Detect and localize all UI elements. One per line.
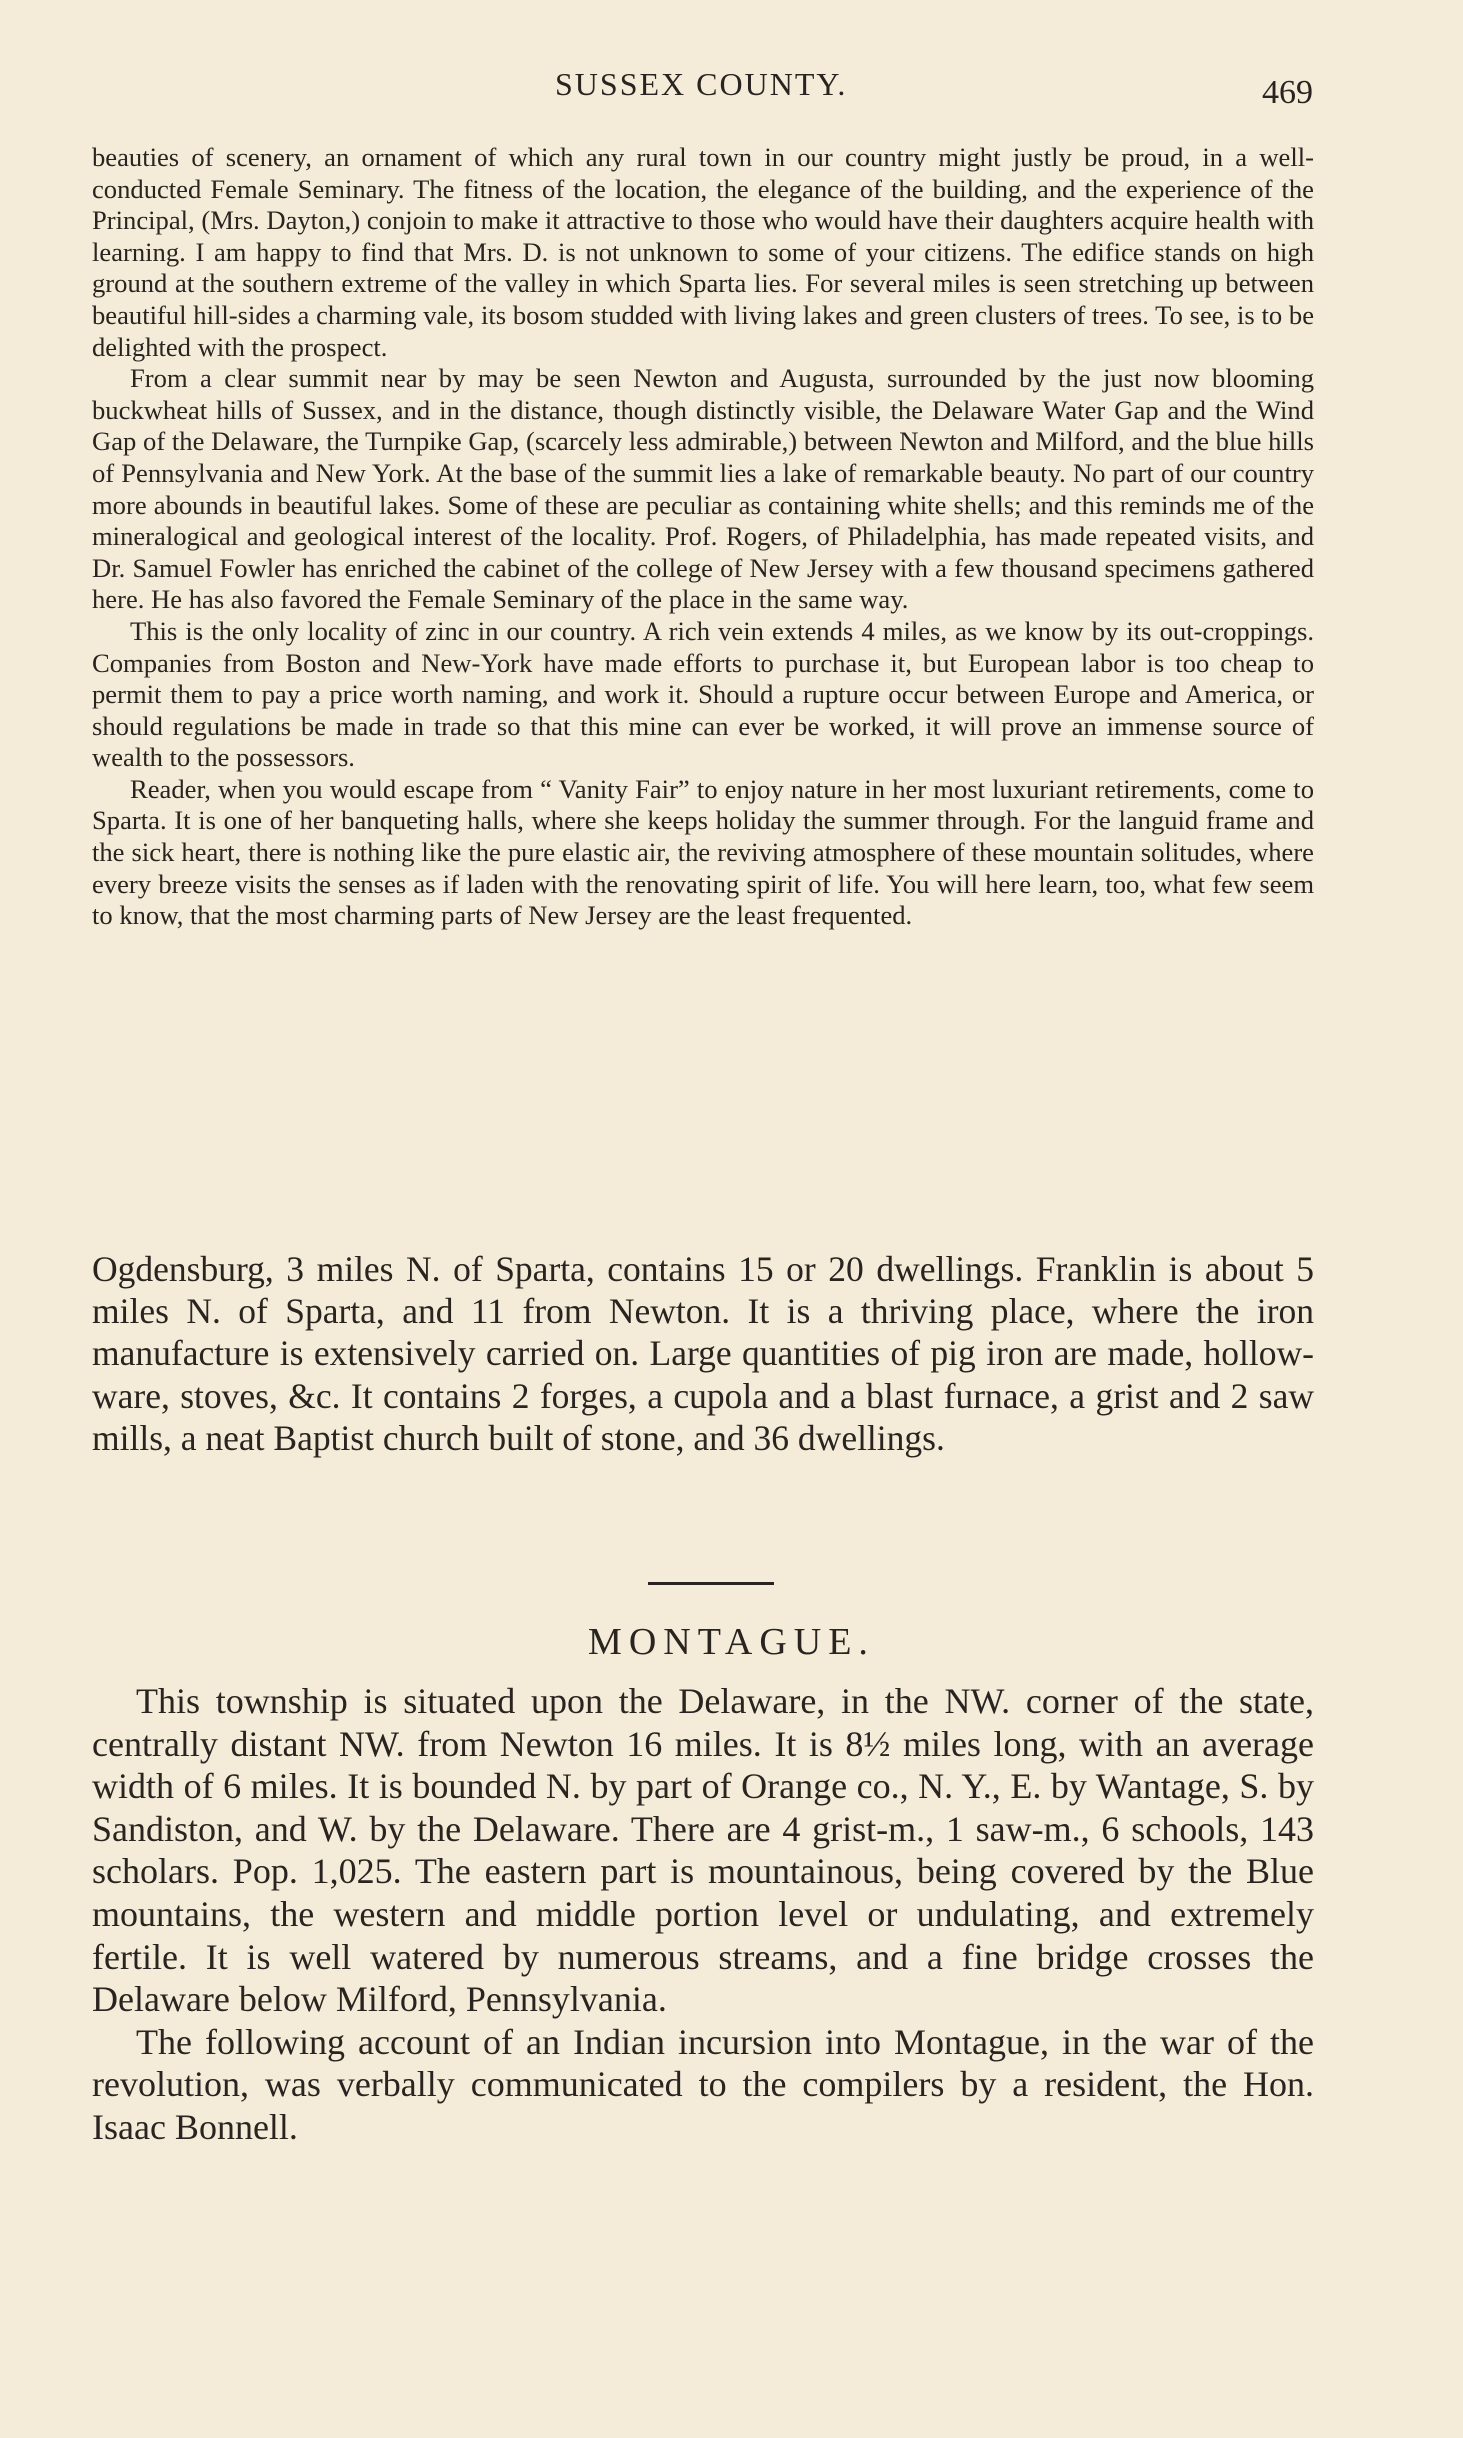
paragraph: Reader, when you would escape from “ Vanity Fair” to enjoy nature in her most luxuriant retirements, come to Sparta. It is one of her banqueting halls, where she keeps holiday the summer through. For the languid frame and the sick heart, there is nothing like the pure elastic air, the reviving atmosphere of these mountain solitudes, where every breeze visits the senses as if laden with the renovating spirit of life. You will here learn, too, what few seem to know, that the most charming parts of New Jersey are the least frequented. [92,773,1314,931]
paragraph: This is the only locality of zinc in our country. A rich vein extends 4 miles, as we know by its out-croppings. Companies from Boston and New-York have made efforts to purchase it, but European labor is too cheap to permit them to pay a price worth naming, and work it. Should a rupture occur between Europe and America, or should regulations be made in trade so that this mine can ever be worked, it will prove an immense source of wealth to the possessors. [92,615,1314,773]
section-divider [648,1582,774,1585]
montague-section [92,1680,1314,2149]
paragraph: From a clear summit near by may be seen Newton and Augusta, surrounded by the just now blooming buckwheat hills of Sussex, and in the distance, though distinctly visible, the Delaware Water Gap and the Wind Gap of the Delaware, the Turnpike Gap, (scarcely less admirable,) between Newton and Milford, and the blue hills of Pennsylvania and New York. At the base of the summit lies a lake of remarkable beauty. No part of our country more abounds in beautiful lakes. Some of these are peculiar as containing white shells; and this reminds me of the mineralogical and geological interest of the locality. Prof. Rogers, of Philadelphia, has made repeated visits, and Dr. Samuel Fowler has enriched the cabinet of the college of New Jersey with a few thousand specimens gathered here. He has also favored the Female Seminary of the place in the same way. [92,363,1314,615]
paragraph: beauties of scenery, an ornament of which any rural town in our country might justly be proud, in a well-conducted Female Seminary. The fitness of the location, the elegance of the building, and the experience of the Principal, (Mrs. Dayton,) conjoin to make it attractive to those who would have their daughters acquire health with learning. I am happy to find that Mrs. D. is not unknown to some of your citizens. The edifice stands on high ground at the southern extreme of the valley in which Sparta lies. For several miles is seen stretching up between beautiful hill-sides a charming vale, its bosom studded with living lakes and green clusters of trees. To see, is to be delighted with the prospect. [92,142,1314,362]
paragraph: Ogdensburg, 3 miles N. of Sparta, contains 15 or 20 dwellings. Franklin is about 5 miles N. of Sparta, and 11 from Newton. It is a thriving place, where the iron manufacture is extensively carried on. Large quantities of pig iron are made, hollow-ware, stoves, &c. It contains 2 forges, a cupola and a blast furnace, a grist and 2 saw mills, a neat Baptist church built of stone, and 36 dwellings. [92,1249,1314,1458]
ogdensburg-franklin-section [92,1248,1314,1459]
section-heading-montague: MONTAGUE. [588,1621,875,1663]
paragraph: The following account of an Indian incursion into Montague, in the war of the revolution, was verbally communicated to the compilers by a resident, the Hon. Isaac Bonnell. [92,2021,1314,2147]
paragraph: This township is situated upon the Delaware, in the NW. corner of the state, centrally distant NW. from Newton 16 miles. It is 8½ miles long, with an average width of 6 miles. It is bounded N. by part of Orange co., N. Y., E. by Wantage, S. by Sandiston, and W. by the Delaware. There are 4 grist-m., 1 saw-m., 6 schools, 143 scholars. Pop. 1,025. The eastern part is mountainous, being covered by the Blue mountains, the western and middle portion level or undulating, and extremely fertile. It is well watered by numerous streams, and a fine bridge crosses the Delaware below Milford, Pennsylvania. [92,1681,1314,2020]
page-number: 469 [1262,74,1313,111]
running-head: SUSSEX COUNTY. [555,66,848,102]
sparta-letter [92,142,1314,932]
